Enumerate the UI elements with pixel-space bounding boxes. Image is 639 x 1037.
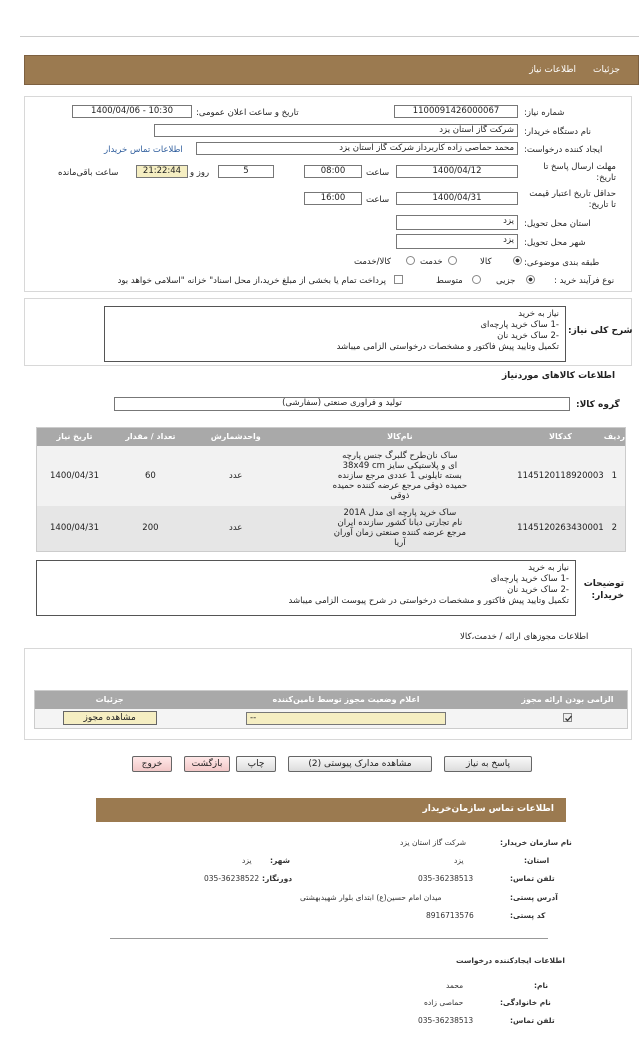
reply-deadline-label: مهلت ارسال پاسخ تا تاریخ: — [543, 162, 616, 183]
buyer-org-label: نام دستگاه خریدار: — [524, 127, 591, 137]
org-name-label: نام سازمان خریدار: — [500, 838, 572, 847]
tab-details[interactable]: جزئیات — [593, 65, 620, 75]
col-row-index: ردیف — [604, 428, 626, 446]
goods-group-label: گروه کالا: — [576, 400, 620, 410]
creator-phone-label: تلفن تماس: — [510, 1016, 555, 1025]
contact-address-label: آدرس پستی: — [510, 893, 558, 902]
row-date: 1400/04/31 — [50, 523, 99, 534]
summary-label: شرح کلی نیاز: — [568, 326, 633, 336]
permits-title: اطلاعات مجوزهای ارائه / خدمت،کالا — [460, 632, 589, 642]
validity-label: حداقل تاریخ اعتبار قیمت تا تاریخ: — [529, 189, 616, 210]
contact-city-value: یزد — [242, 856, 252, 865]
creator-info-title: اطلاعات ایجادکننده درخواست — [456, 956, 565, 965]
row-name-line: ساک نان‌طرح گلبرگ جنس پارچه — [342, 450, 458, 461]
row-name — [283, 446, 518, 506]
creator-last-name-label: نام خانوادگی: — [500, 998, 551, 1007]
process-partial-radio[interactable] — [526, 275, 535, 284]
creator-first-name-label: نام: — [534, 981, 549, 990]
row-name-line: آریا — [394, 538, 406, 549]
process-label: نوع فرآیند خرید : — [554, 276, 615, 286]
buyer-notes-line: -1 ساک خرید پارچه‌ای — [490, 574, 569, 584]
row-index: 1 — [611, 470, 618, 481]
creator-label: ایجاد کننده درخواست: — [524, 145, 603, 155]
row-name-line: مرجع عرضه کننده صنعتی زمان آوران — [333, 528, 467, 539]
need-number-field: 1100091426000067 — [394, 105, 518, 118]
col-unit: واحدشمارش — [189, 428, 283, 446]
tab-need-info[interactable]: اطلاعات نیاز — [529, 65, 576, 75]
goods-table — [36, 427, 626, 552]
view-attachments-button[interactable]: مشاهده مدارک پیوستی (2) — [288, 756, 432, 772]
remaining-label: ساعت باقی‌مانده — [58, 168, 119, 178]
process-partial-label: جزیی — [496, 276, 516, 286]
reply-to-need-button[interactable]: پاسخ به نیاز — [444, 756, 532, 772]
creator-field: محمد حماصی زاده کاربرداز شرکت گاز استان یزد — [196, 142, 518, 155]
contact-postal-label: کد پستی: — [510, 911, 546, 920]
row-qty: 200 — [142, 523, 159, 534]
goods-group-field: تولید و فرآوری صنعتی (سفارشی) — [114, 397, 570, 411]
row-date: 1400/04/31 — [50, 470, 99, 481]
row-unit: عدد — [229, 523, 243, 534]
permits-table — [34, 690, 628, 729]
remaining-time-field: 21:22:44 — [136, 165, 188, 178]
buyer-notes-line: -2 ساک خرید نان — [507, 585, 569, 595]
buyer-notes-line: تکمیل وتایید پیش فاکتور و مشخصات درخواستی در شرح پیوست الزامی میباشد — [288, 596, 569, 606]
validity-time-field: 16:00 — [304, 192, 362, 205]
category-goods-label: کالا — [480, 257, 492, 267]
permit-status-field: -- — [246, 712, 446, 725]
view-permit-button[interactable]: مشاهده مجوز — [63, 711, 157, 725]
buyer-notes-line: نیاز به خرید — [528, 563, 569, 573]
row-name-line: ساک خرید پارچه ای مدل 201A — [343, 508, 457, 519]
contact-province-label: استان: — [524, 856, 550, 865]
row-index: 2 — [611, 523, 618, 534]
summary-line: تکمیل وتایید پیش فاکتور و مشخصات درخواستی الزامی میباشد — [336, 342, 559, 352]
goods-table-header — [37, 428, 626, 446]
contact-province-value: یزد — [454, 856, 464, 865]
contact-postal-value: 8916713576 — [426, 911, 474, 920]
contact-header — [96, 798, 566, 822]
page-header — [24, 55, 639, 85]
reply-date-field: 1400/04/12 — [396, 165, 518, 178]
top-divider — [20, 36, 639, 37]
contact-divider — [110, 938, 548, 939]
summary-textbox — [104, 306, 566, 362]
row-code: 1145120118920003 — [517, 470, 604, 481]
row-qty: 60 — [144, 470, 156, 481]
col-status: اعلام وضعیت مجوز توسط تامین‌کننده — [184, 691, 508, 709]
category-label: طبقه بندی موضوعی: — [524, 258, 600, 268]
category-goods-service-label: کالا/خدمت — [354, 257, 391, 267]
process-medium-radio[interactable] — [472, 275, 481, 284]
days-field: 5 — [218, 165, 274, 178]
buyer-org-field: شرکت گاز استان یزد — [154, 124, 518, 137]
row-name-line: ذوقی — [390, 490, 410, 501]
exit-button[interactable]: خروج — [132, 756, 172, 772]
col-need-date: تاریخ نیاز — [37, 428, 113, 446]
table-row — [35, 709, 628, 729]
col-item-name: نام‌کالا — [283, 428, 518, 446]
permit-required-checkbox — [563, 713, 572, 722]
category-goods-service-radio[interactable] — [406, 256, 415, 265]
org-name-value: شرکت گاز استان یزد — [400, 838, 466, 847]
creator-first-name-value: محمد — [446, 981, 464, 990]
category-service-radio[interactable] — [448, 256, 457, 265]
contact-phone-value: 035-36238513 — [418, 874, 474, 883]
check-icon — [564, 714, 573, 723]
province-field: یزد — [396, 215, 518, 230]
row-name — [283, 506, 518, 552]
table-row — [37, 506, 626, 552]
contact-city-label: شهر: — [270, 856, 290, 865]
row-code: 1145120263430001 — [517, 523, 604, 534]
validity-time-label: ساعت — [366, 195, 390, 205]
treasury-payment-note: پرداخت تمام یا بخشی از مبلغ خرید،از محل اسناد" خزانه "اسلامی خواهد بود — [117, 276, 386, 286]
buyer-notes-label: توضیحات خریدار: — [583, 579, 624, 601]
days-label: روز و — [190, 168, 210, 178]
summary-line: -2 ساک خرید نان — [497, 331, 559, 341]
summary-line: نیاز به خرید — [518, 309, 559, 319]
province-label: استان محل تحویل: — [524, 219, 591, 229]
row-unit: عدد — [229, 470, 243, 481]
col-details: جزئیات — [35, 691, 185, 709]
contact-address-value: میدان امام حسین(ع) ابتدای بلوار شهیدبهشتی — [300, 893, 442, 902]
category-service-label: خدمت — [420, 257, 443, 267]
process-medium-label: متوسط — [436, 276, 463, 286]
col-item-code: کدکالا — [517, 428, 604, 446]
city-field: یزد — [396, 234, 518, 249]
buyer-notes-textbox — [36, 560, 576, 616]
row-name-line: نام تجارتی دیانا کشور سازنده ایران — [337, 518, 463, 529]
need-number-label: شماره نیاز: — [524, 108, 565, 118]
goods-section-title: اطلاعات کالاهای موردنیاز — [502, 371, 616, 381]
announce-date-field: 1400/04/06 - 10:30 — [72, 105, 192, 118]
row-name-line: بسته تایلونی 1 عددی مرجع سازنده — [337, 470, 462, 481]
print-button[interactable]: چاپ — [236, 756, 276, 772]
summary-line: -1 ساک خرید پارچه‌ای — [480, 320, 559, 330]
city-label: شهر محل تحویل: — [524, 238, 586, 248]
reply-time-label: ساعت — [366, 168, 390, 178]
treasury-payment-checkbox[interactable] — [394, 275, 403, 284]
creator-last-name-value: حماصی زاده — [424, 998, 464, 1007]
row-name-line: ای و پلاستیکی سایز 38x49 cm — [342, 460, 458, 471]
reply-time-field: 08:00 — [304, 165, 362, 178]
table-row — [37, 446, 626, 506]
contact-title: اطلاعات تماس سازمان‌خریدار — [422, 804, 554, 814]
contact-fax-value: 035-36238522 — [204, 874, 260, 883]
row-name-line: حمیده ذوقی مرجع عرضه کننده حمیده — [332, 480, 468, 491]
contact-phone-label: تلفن تماس: — [510, 874, 555, 883]
category-goods-radio[interactable] — [513, 256, 522, 265]
col-required: الزامی بودن ارائه مجوز — [508, 691, 628, 709]
announce-date-label: تاریخ و ساعت اعلان عمومی: — [196, 108, 299, 118]
back-button[interactable]: بازگشت — [184, 756, 230, 772]
creator-phone-value: 035-36238513 — [418, 1016, 474, 1025]
validity-date-field: 1400/04/31 — [396, 192, 518, 205]
col-quantity: تعداد / مقدار — [112, 428, 189, 446]
contact-fax-label: دورنگار: — [262, 874, 293, 883]
buyer-contact-link[interactable]: اطلاعات تماس خریدار — [104, 145, 183, 155]
